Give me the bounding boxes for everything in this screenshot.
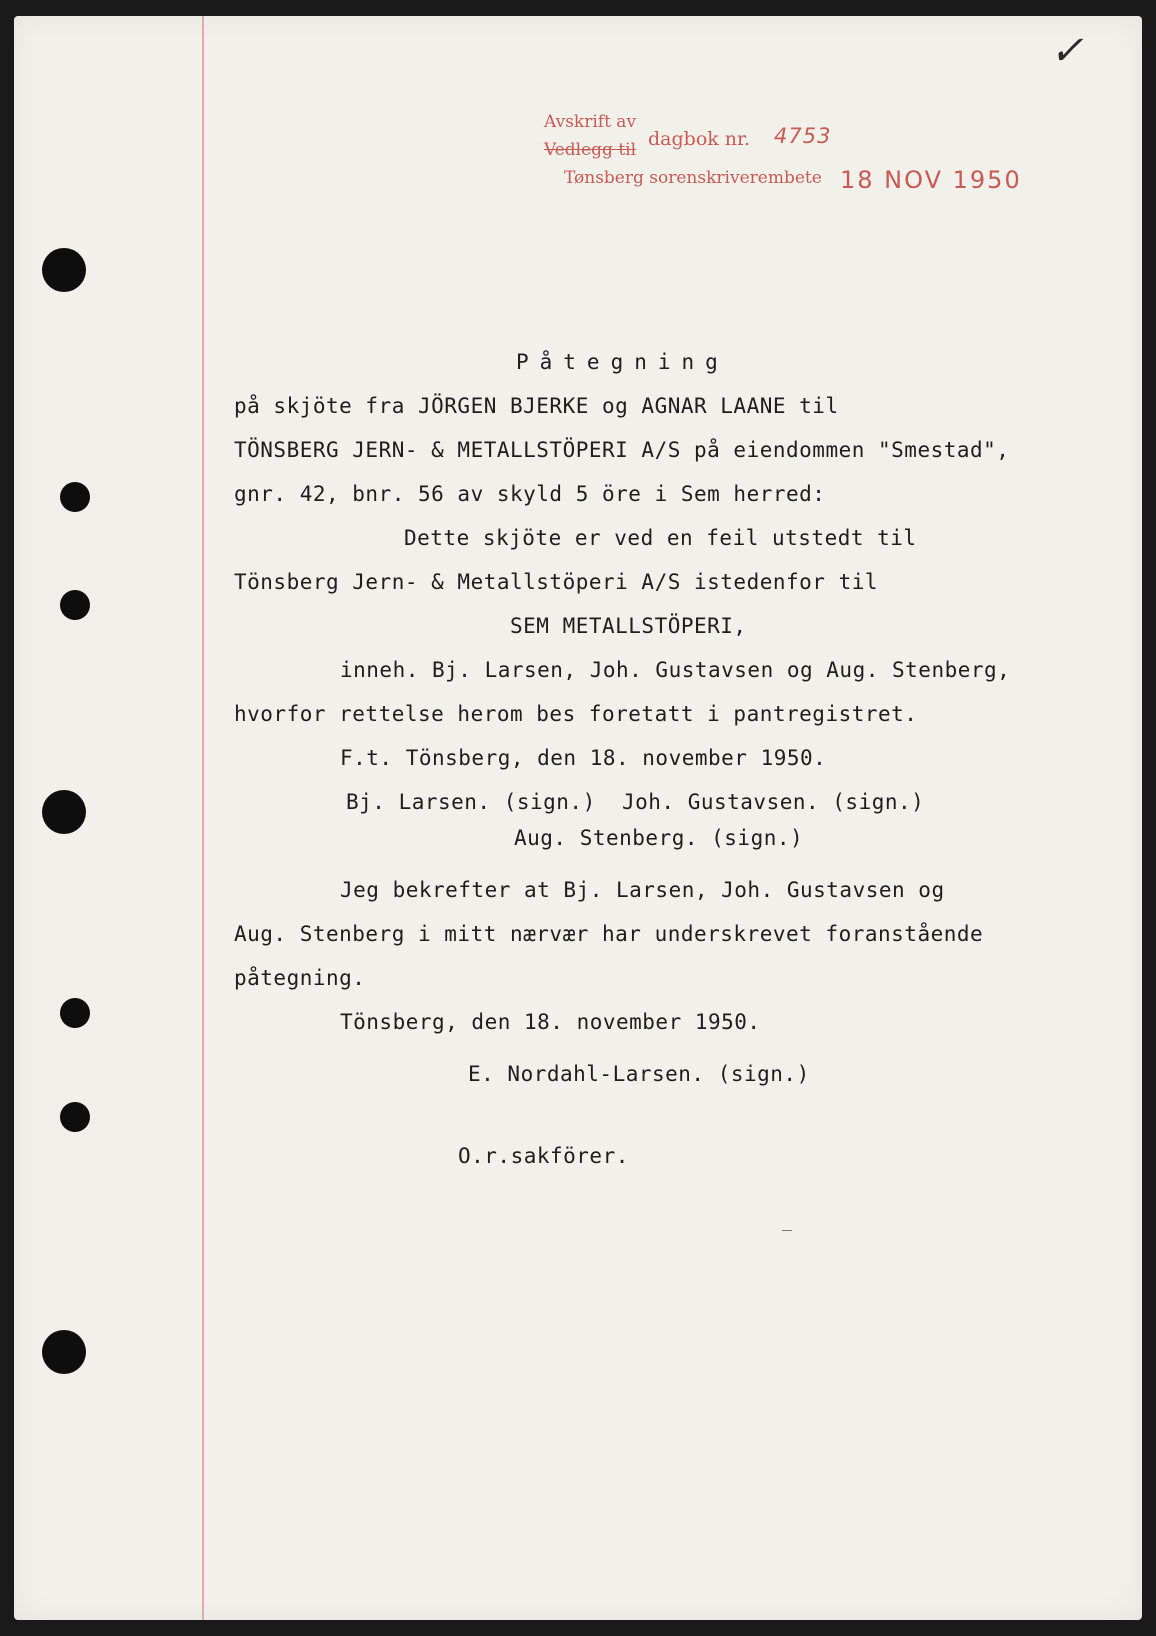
punch-hole: [60, 482, 90, 512]
stamp-office: Tønsberg sorenskriverembete: [564, 168, 822, 188]
text-line: hvorfor rettelse herom bes foretatt i pantregistret.: [234, 702, 918, 726]
text-line: påtegning.: [234, 966, 366, 990]
stamp-label: dagbok nr.: [648, 128, 751, 150]
document-page: [14, 16, 1142, 1620]
stamp-number: 4753: [774, 124, 832, 148]
punch-hole: [42, 790, 86, 834]
signer-title: O.r.sakförer.: [458, 1144, 629, 1168]
text-line: Dette skjöte er ved en feil utstedt til: [404, 526, 917, 550]
pencil-mark: [782, 1230, 792, 1231]
punch-hole: [42, 248, 86, 292]
text-line: Jeg bekrefter at Bj. Larsen, Joh. Gustavsen og: [340, 878, 945, 902]
document-heading: Påtegning: [516, 350, 729, 374]
margin-rule: [202, 16, 204, 1620]
punch-hole: [60, 998, 90, 1028]
text-line: F.t. Tönsberg, den 18. november 1950.: [340, 746, 827, 770]
stamp-line-1: Avskrift av: [544, 112, 637, 132]
stamp-line-2-struck: Vedlegg til: [544, 140, 637, 160]
signature-line: Bj. Larsen. (sign.) Joh. Gustavsen. (sign.): [346, 790, 925, 814]
text-line: Aug. Stenberg i mitt nærvær har underskrevet foranstående: [234, 922, 984, 946]
text-line: SEM METALLSTÖPERI,: [510, 614, 747, 638]
punch-hole: [60, 590, 90, 620]
punch-hole: [60, 1102, 90, 1132]
check-mark: ✓: [1050, 28, 1084, 74]
text-line: inneh. Bj. Larsen, Joh. Gustavsen og Aug. Stenberg,: [340, 658, 1011, 682]
signature-line: E. Nordahl-Larsen. (sign.): [468, 1062, 810, 1086]
stamp-date: 18 NOV 1950: [840, 166, 1022, 194]
text-line: på skjöte fra JÖRGEN BJERKE og AGNAR LAANE til: [234, 394, 839, 418]
text-line: TÖNSBERG JERN- & METALLSTÖPERI A/S på eiendommen "Smestad",: [234, 438, 1010, 462]
text-line: Tönsberg Jern- & Metallstöperi A/S istedenfor til: [234, 570, 879, 594]
punch-hole: [42, 1330, 86, 1374]
signature-line: Aug. Stenberg. (sign.): [514, 826, 804, 850]
text-line: Tönsberg, den 18. november 1950.: [340, 1010, 761, 1034]
text-line: gnr. 42, bnr. 56 av skyld 5 öre i Sem herred:: [234, 482, 826, 506]
